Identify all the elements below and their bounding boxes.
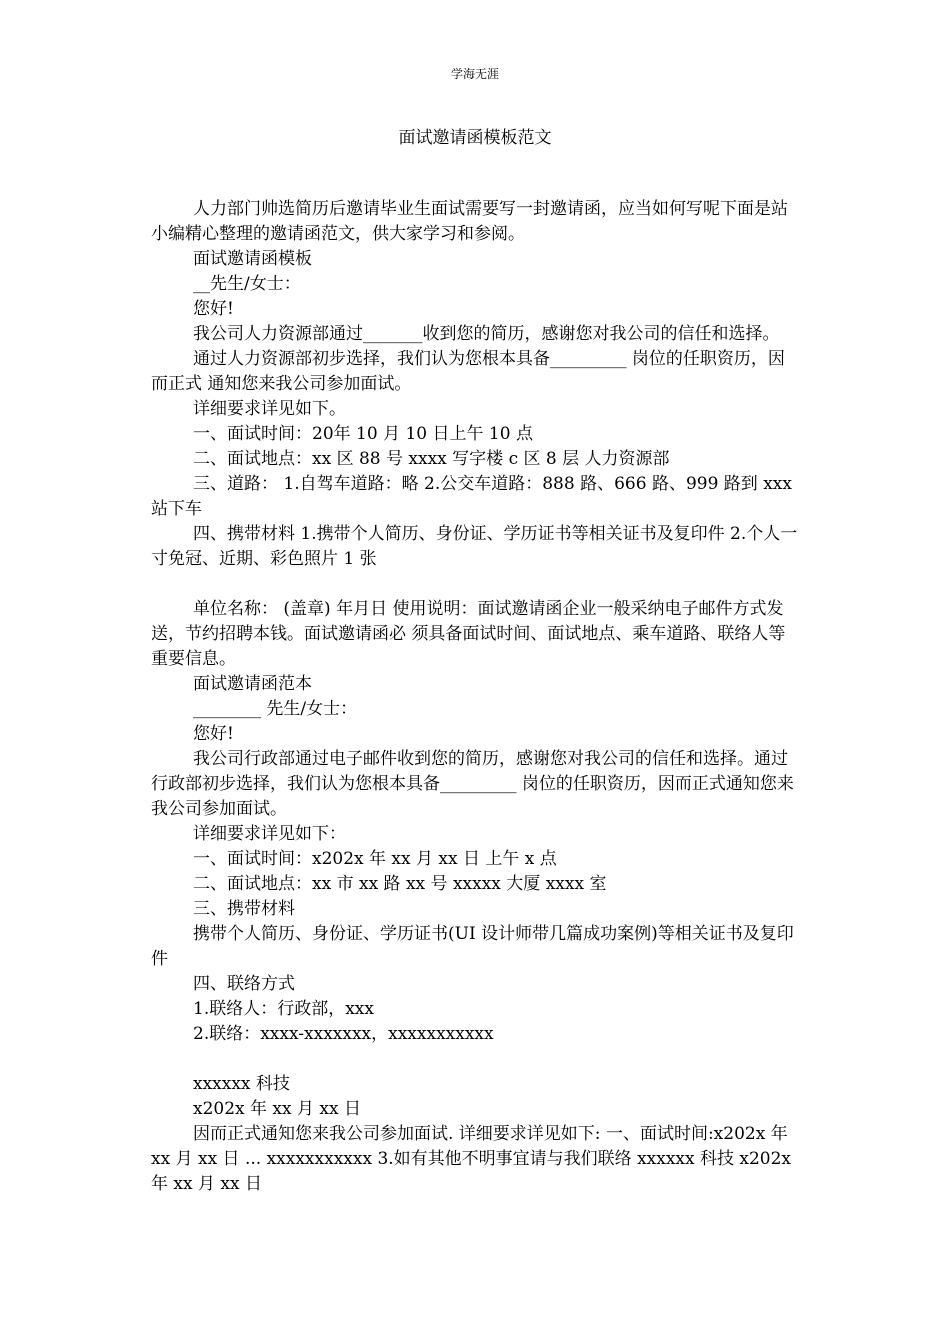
paragraph: 2.联络：xxxx-xxxxxxx，xxxxxxxxxxx bbox=[193, 1024, 494, 1044]
paragraph: ________ 先生/女士： bbox=[193, 699, 358, 719]
paragraph: 携带个人简历、身份证、学历证书(UI 设计师带几篇成功案例)等相关证书及复印件 bbox=[151, 924, 794, 969]
paragraph: 一、面试时间：x202x 年 xx 月 xx 日 上午 x 点 bbox=[193, 849, 557, 869]
paragraph: 三、道路： 1.自驾车道路：略 2.公交车道路：888 路、666 路、999 路到 xxx 站下车 bbox=[151, 474, 792, 519]
paragraph: xxxxxx 科技 bbox=[193, 1074, 290, 1094]
paragraph: 面试邀请函范本 bbox=[193, 674, 312, 694]
page-header: 学海无涯 bbox=[450, 67, 499, 81]
paragraph: 单位名称： (盖章) 年月日 使用说明：面试邀请函企业一般采纳电子邮件方式发送，节约招聘本钱。面试邀请函必 须具备面试时间、面试地点、乘车道路、联络人等重要信息。 bbox=[151, 599, 786, 669]
blank-line bbox=[151, 572, 801, 597]
paragraph: 详细要求详见如下： bbox=[193, 824, 346, 844]
paragraph: 二、面试地点：xx 市 xx 路 xx 号 xxxxx 大厦 xxxx 室 bbox=[193, 874, 607, 894]
paragraph: 四、联络方式 bbox=[193, 974, 295, 994]
paragraph: 四、携带材料 1.携带个人简历、身份证、学历证书等相关证书及复印件 2.个人一寸免冠、近期、彩色照片 1 张 bbox=[151, 524, 798, 569]
paragraph: 通过人力资源部初步选择，我们认为您根本具备_________ 岗位的任职资历，因而正式 通知您来我公司参加面试。 bbox=[151, 349, 785, 394]
paragraph: __先生/女士： bbox=[193, 274, 301, 294]
paragraph: 二、面试地点：xx 区 88 号 xxxx 写字楼 c 区 8 层 人力资源部 bbox=[193, 449, 670, 469]
document-title: 面试邀请函模板范文 bbox=[398, 128, 552, 148]
paragraph: 我公司行政部通过电子邮件收到您的简历，感谢您对我公司的信任和选择。通过行政部初步选择，我们认为您根本具备_________ 岗位的任职资历，因而正式通知您来我公司参加面试。 bbox=[151, 749, 794, 819]
paragraph: 我公司人力资源部通过_______收到您的简历，感谢您对我公司的信任和选择。 bbox=[193, 324, 780, 344]
paragraph: 您好! bbox=[193, 299, 234, 319]
paragraph: 面试邀请函模板 bbox=[193, 249, 312, 269]
paragraph: 因而正式通知您来我公司参加面试. 详细要求详见如下: 一、面试时间:x202x 年 xx 月 xx 日 ... xxxxxxxxxxx 3.如有其他不明事宜请与我们联络 xxxxxx 科技 x202x 年 xx 月 xx 日 bbox=[151, 1124, 792, 1194]
paragraph: 三、携带材料 bbox=[193, 899, 295, 919]
paragraph: 人力部门帅选简历后邀请毕业生面试需要写一封邀请函，应当如何写呢下面是站小编精心整理的邀请函范文，供大家学习和参阅。 bbox=[151, 199, 788, 244]
blank-line bbox=[151, 1047, 801, 1072]
paragraph: x202x 年 xx 月 xx 日 bbox=[193, 1099, 361, 1119]
paragraph: 详细要求详见如下。 bbox=[193, 399, 346, 419]
document-body bbox=[151, 197, 801, 1197]
paragraph: 一、面试时间：20年 10 月 10 日上午 10 点 bbox=[193, 424, 533, 444]
paragraph: 您好! bbox=[193, 724, 234, 744]
paragraph: 1.联络人：行政部，xxx bbox=[193, 999, 374, 1019]
